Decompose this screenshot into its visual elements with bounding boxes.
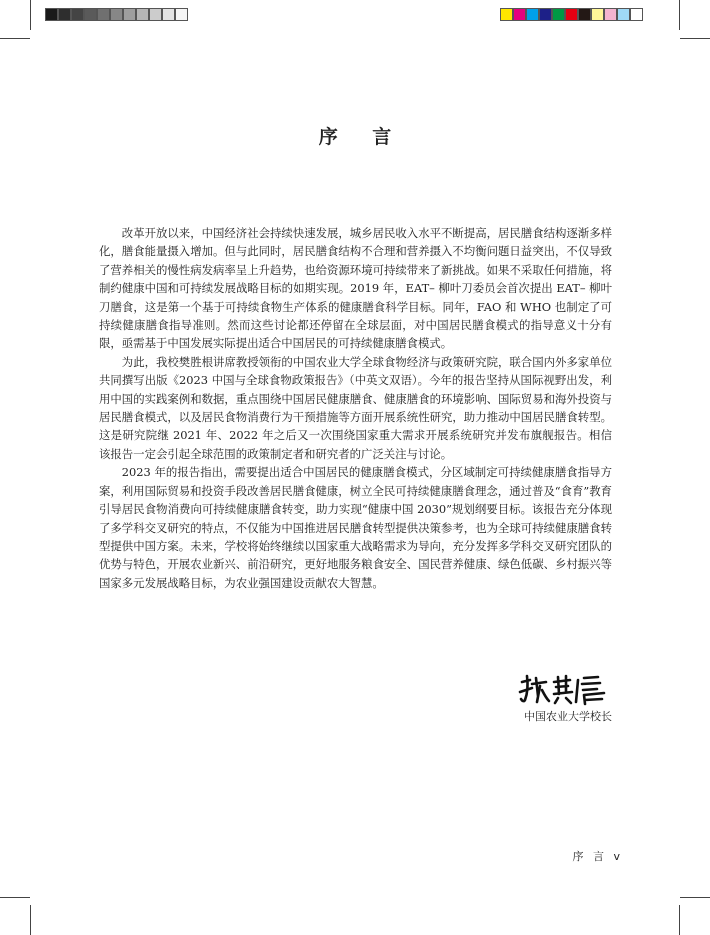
color-swatch (71, 8, 84, 21)
page-footer: 序 言 v (572, 850, 623, 863)
color-swatch (604, 8, 617, 21)
color-swatch (513, 8, 526, 21)
handwritten-signature (518, 672, 610, 708)
color-swatch (539, 8, 552, 21)
color-swatch (45, 8, 58, 21)
color-swatch (136, 8, 149, 21)
grayscale-registration-bar (45, 8, 188, 21)
color-swatch (110, 8, 123, 21)
page-title: 序 言 (318, 126, 406, 148)
color-swatch (630, 8, 643, 21)
paragraph: 为此，我校樊胜根讲席教授领衔的中国农业大学全球食物经济与政策研究院，联合国内外多家单位共同撰写出版《2023 中国与全球食物政策报告》（中英文双语）。今年的报告坚持从国际视野出发，利用中国的实践案例和数据，重点围绕中国居民健康膳食、健康膳食的环境影响、国际贸易和海外投资与居民膳食模式，以及居民食物消费行为干预措施等方面开展系统性研究，助力推动中国居民膳食转型。这是研究院继 2021 年、2022 年之后又一次围绕国家重大需求开展系统研究并发布旗舰报告。相信该报告一定会引起全球范围的政策制定者和研究者的广泛关注与讨论。 (99, 354, 612, 461)
color-swatch (149, 8, 162, 21)
signatory-title: 中国农业大学校长 (524, 710, 612, 723)
color-swatch (552, 8, 565, 21)
color-swatch (175, 8, 188, 21)
paragraph: 2023 年的报告指出，需要提出适合中国居民的健康膳食模式，分区域制定可持续健康膳食指导方案，利用国际贸易和投资手段改善居民膳食健康，树立全民可持续健康膳食理念，通过普及“食育”教育引导居民食物消费向可持续健康膳食转变，助力实现“健康中国 2030”规划纲要目标。该报告充分体现了多学科交叉研究的特点，不仅能为中国推进居民膳食转型提供决策参考，也为全球可持续健康膳食转型提供中国方案。未来，学校将始终继续以国家重大战略需求为导向，充分发挥多学科交叉研究团队的优势与特色，开展农业新兴、前沿研究，更好地服务粮食安全、国民营养健康、绿色低碳、乡村振兴等国家多元发展战略目标，为农业强国建设贡献农大智慧。 (99, 465, 612, 590)
color-swatch (162, 8, 175, 21)
color-swatch (617, 8, 630, 21)
color-swatch (565, 8, 578, 21)
preface-body (99, 224, 612, 592)
color-swatch (97, 8, 110, 21)
color-swatch (500, 8, 513, 21)
color-swatch (123, 8, 136, 21)
paragraph: 改革开放以来，中国经济社会持续快速发展，城乡居民收入水平不断提高，居民膳食结构逐渐多样化，膳食能量摄入增加。但与此同时，居民膳食结构不合理和营养摄入不均衡问题日益突出，不仅导致了营养相关的慢性病发病率呈上升趋势，也给资源环境可持续带来了新挑战。如果不采取任何措施，将制约健康中国和可持续发展战略目标的如期实现。2019 年，EAT– 柳叶刀委员会首次提出 EAT– 柳叶刀膳食，这是第一个基于可持续食物生产体系的健康膳食科学目标。同年，FAO 和 WHO 也制定了可持续健康膳食指导准则。然而这些讨论都还停留在全球层面，对中国居民膳食模式的指导意义十分有限，亟需基于中国发展实际提出适合中国居民的可持续健康膳食模式。 (99, 226, 612, 351)
color-swatch (84, 8, 97, 21)
color-registration-bar (500, 8, 643, 21)
color-swatch (591, 8, 604, 21)
color-swatch (578, 8, 591, 21)
color-swatch (58, 8, 71, 21)
color-swatch (526, 8, 539, 21)
